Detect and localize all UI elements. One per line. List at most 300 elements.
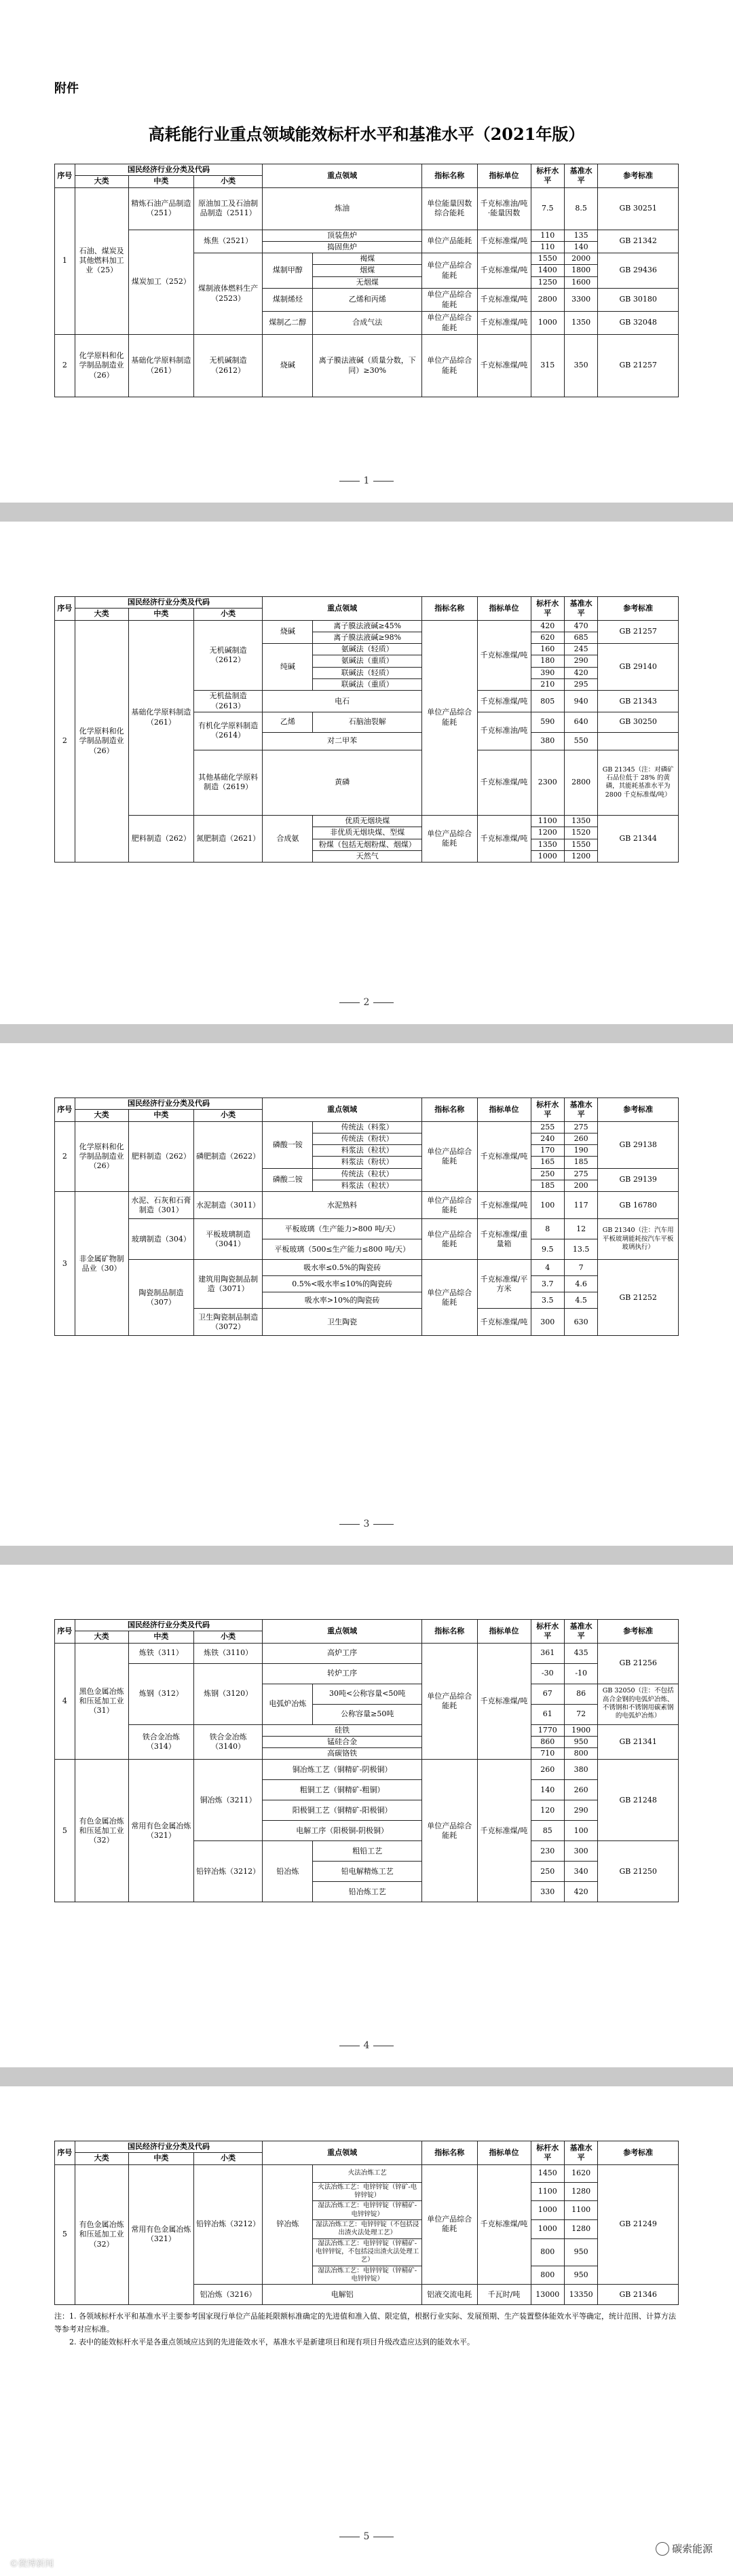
cell-baseline: 13350 — [564, 2285, 597, 2305]
cell-seq: 5 — [55, 1760, 75, 1902]
cell-benchmark: 160 — [531, 644, 564, 655]
header-reference: 参考标准 — [598, 1098, 679, 1122]
cell-baseline: 2800 — [564, 750, 597, 815]
header-indicator-name: 指标名称 — [422, 597, 478, 621]
header-baseline: 基准水平 — [564, 1620, 597, 1644]
note-1: 注：1. 各领域标杆水平和基准水平主要参考国家现行单位产品能耗限额标准确定的先进值和准入值、限定值，根据行业实际、发展预期、生产装置整体能效水平等确定，统计范围、计算方法等参考对应标准。 — [54, 2312, 676, 2334]
cell-unit: 千克标准煤/吨 — [477, 1121, 531, 1192]
cell-indicator: 单位产品综合能耗 — [422, 335, 478, 397]
cell-sub-field: 火法冶炼工艺 — [313, 2164, 422, 2182]
cell-baseline: 1620 — [564, 2164, 597, 2182]
cell-baseline: 1520 — [564, 827, 597, 839]
cell-reference: GB 21257 — [598, 620, 679, 644]
cell-baseline: 185 — [564, 1157, 597, 1168]
cell-sub-field: 料浆法（粒状） — [313, 1180, 422, 1192]
cell-seq: 2 — [55, 335, 75, 397]
energy-table-p1 — [54, 164, 679, 397]
cell-baseline: 550 — [564, 732, 597, 750]
header-key-field: 重点领域 — [263, 164, 422, 188]
cell-key-field: 铅冶炼 — [263, 1841, 313, 1902]
cell-baseline: 685 — [564, 632, 597, 643]
cell-key-field: 0.5%<吸水率≤10%的陶瓷砖 — [263, 1276, 422, 1292]
cell-reference: GB 21248 — [598, 1760, 679, 1841]
cell-baseline: 4.5 — [564, 1292, 597, 1309]
header-reference: 参考标准 — [598, 2141, 679, 2165]
cell-benchmark: 1770 — [531, 1724, 564, 1736]
cell-sub-field: 石脑油裂解 — [313, 712, 422, 732]
cell-unit: 千克标准煤/吨 — [477, 2164, 531, 2285]
cell-reference: GB 29139 — [598, 1168, 679, 1192]
cell-major: 有色金属冶炼和压延加工业（32） — [75, 1760, 128, 1902]
cell-benchmark: 260 — [531, 1760, 564, 1780]
cell-baseline: 340 — [564, 1862, 597, 1882]
cell-benchmark: 860 — [531, 1736, 564, 1747]
cell-unit: 千克标准煤/吨 — [477, 289, 531, 312]
cell-indicator: 单位产品综合能耗 — [422, 815, 478, 862]
page-number: 3 — [0, 1519, 733, 1529]
cell-indicator: 单位产品综合能耗 — [422, 1760, 478, 1902]
cell-benchmark: 1100 — [531, 815, 564, 827]
cell-key-field: 铜冶炼工艺（铜精矿-阴极铜） — [263, 1760, 422, 1780]
header-classification: 国民经济行业分类及代码 — [75, 1098, 263, 1110]
cell-minor: 水泥制造（3011） — [194, 1192, 263, 1219]
cell-baseline: 135 — [564, 230, 597, 241]
cell-benchmark: 390 — [531, 667, 564, 678]
cell-benchmark: 3.5 — [531, 1292, 564, 1309]
cell-minor: 其他基础化学原料制造（2619） — [194, 750, 263, 815]
cell-sub-field: 传统法（料浆） — [313, 1121, 422, 1133]
cell-key-field: 锰硅合金 — [263, 1736, 422, 1747]
cell-minor: 铅锌冶炼（3212） — [194, 1841, 263, 1902]
cell-sub-field: 天然气 — [313, 850, 422, 862]
cell-unit: 千克标准油/吨·能量因数 — [477, 187, 531, 230]
cell-key-field: 烧碱 — [263, 620, 313, 644]
cell-middle: 炼钢（312） — [128, 1663, 193, 1724]
cell-benchmark: 1000 — [531, 312, 564, 335]
cell-key-field: 磷酸二铵 — [263, 1168, 313, 1192]
cell-middle: 炼铁（311） — [128, 1643, 193, 1663]
cell-baseline: 630 — [564, 1309, 597, 1336]
header-indicator-unit: 指标单位 — [477, 1620, 531, 1644]
header-reference: 参考标准 — [598, 1620, 679, 1644]
cell-baseline: 1350 — [564, 312, 597, 335]
cell-sub-field: 联碱法（重质） — [313, 679, 422, 691]
cell-sub-field: 离子膜法液碱（质量分数，下同）≥30% — [313, 335, 422, 397]
header-minor: 小类 — [194, 2153, 263, 2164]
cell-unit: 千克标准煤/吨 — [477, 691, 531, 712]
cell-unit: 千克标准煤/吨 — [477, 312, 531, 335]
cell-key-field: 对二甲苯 — [263, 732, 422, 750]
cell-key-field: 硅铁 — [263, 1724, 422, 1736]
cell-indicator: 单位能量因数综合能耗 — [422, 187, 478, 230]
cell-benchmark: 250 — [531, 1862, 564, 1882]
cell-key-field: 吸水率≤0.5%的陶瓷砖 — [263, 1260, 422, 1276]
cell-benchmark: 315 — [531, 335, 564, 397]
header-reference: 参考标准 — [598, 597, 679, 621]
cell-reference: GB 21250 — [598, 1841, 679, 1902]
cell-minor: 铜冶炼（3211） — [194, 1760, 263, 1841]
header-indicator-name: 指标名称 — [422, 2141, 478, 2165]
header-major: 大类 — [75, 1631, 128, 1643]
cell-minor: 建筑用陶瓷制品制造（3071） — [194, 1260, 263, 1309]
header-indicator-unit: 指标单位 — [477, 2141, 531, 2165]
cell-baseline: 290 — [564, 1800, 597, 1821]
cell-sub-field: 粗铅工艺 — [313, 1841, 422, 1862]
cell-minor: 铅锌冶炼（3212） — [194, 2164, 263, 2285]
cell-sub-field: 优质无烟块煤 — [313, 815, 422, 827]
cell-benchmark: 13000 — [531, 2285, 564, 2305]
header-middle: 中类 — [128, 176, 193, 187]
header-classification: 国民经济行业分类及代码 — [75, 597, 263, 609]
header-minor: 小类 — [194, 176, 263, 187]
cell-baseline: 1900 — [564, 1724, 597, 1736]
cell-benchmark: 255 — [531, 1121, 564, 1133]
cell-minor: 铝冶炼（3216） — [194, 2285, 263, 2305]
cell-minor: 炼铁（3110） — [194, 1643, 263, 1663]
cell-benchmark: 1350 — [531, 839, 564, 850]
cell-baseline: 350 — [564, 335, 597, 397]
header-indicator-unit: 指标单位 — [477, 1098, 531, 1122]
page-number: 2 — [0, 997, 733, 1008]
cell-sub-field: 烟煤 — [313, 265, 422, 276]
cell-major: 化学原料和化学制品制造业（26） — [75, 1121, 128, 1192]
cell-baseline: 3300 — [564, 289, 597, 312]
cell-reference: GB 32050（注：不包括高合金钢的电弧炉冶炼、不锈钢和不锈钢用碳素钢的电弧炉冶炼） — [598, 1684, 679, 1724]
cell-benchmark: 250 — [531, 1168, 564, 1180]
cell-reference: GB 21249 — [598, 2164, 679, 2285]
page-number: 5 — [0, 2531, 733, 2542]
cell-baseline: 275 — [564, 1121, 597, 1133]
cell-key-field: 煤制烯烃 — [263, 289, 313, 312]
page-title: 高耗能行业重点领域能效标杆水平和基准水平（2021年版） — [148, 124, 585, 144]
header-indicator-name: 指标名称 — [422, 1620, 478, 1644]
cell-benchmark: 9.5 — [531, 1239, 564, 1260]
cell-baseline: 275 — [564, 1168, 597, 1180]
header-middle: 中类 — [128, 609, 193, 620]
page-number: 4 — [0, 2040, 733, 2051]
cell-benchmark: 420 — [531, 620, 564, 632]
cell-benchmark: 85 — [531, 1821, 564, 1841]
header-key-field: 重点领域 — [263, 2141, 422, 2165]
account-watermark: 碳索能源 — [656, 2541, 713, 2556]
cell-key-field: 黄磷 — [263, 750, 422, 815]
header-benchmark: 标杆水平 — [531, 164, 564, 188]
cell-reference: GB 21342 — [598, 230, 679, 253]
attachment-label: 附件 — [54, 81, 79, 96]
cell-major: 黑色金属冶炼和压延加工业（31） — [75, 1643, 128, 1760]
cell-minor: 无机碱制造（2612） — [194, 335, 263, 397]
cell-baseline: 295 — [564, 679, 597, 691]
header-minor: 小类 — [194, 609, 263, 620]
cell-minor: 铁合金冶炼（3140） — [194, 1724, 263, 1760]
cell-indicator: 单位产品综合能耗 — [422, 312, 478, 335]
cell-reference: GB 16780 — [598, 1192, 679, 1219]
header-benchmark: 标杆水平 — [531, 2141, 564, 2165]
cell-baseline: 950 — [564, 2266, 597, 2285]
cell-sub-field: 料浆法（粒状） — [313, 1145, 422, 1157]
cell-minor: 卫生陶瓷制品制造（3072） — [194, 1309, 263, 1336]
cell-sub-field: 铅电解精炼工艺 — [313, 1862, 422, 1882]
cell-middle: 精炼石油产品制造（251） — [128, 187, 193, 230]
cell-baseline: 950 — [564, 2238, 597, 2266]
cell-seq: 4 — [55, 1643, 75, 1760]
cell-baseline: 4.6 — [564, 1276, 597, 1292]
cell-minor: 煤制液体燃料生产（2523） — [194, 253, 263, 335]
cell-reference: GB 30250 — [598, 712, 679, 732]
cell-indicator: 单位产品综合能耗 — [422, 1121, 478, 1192]
cell-unit: 千克标准煤/吨 — [477, 1192, 531, 1219]
cell-benchmark: 180 — [531, 655, 564, 667]
header-key-field: 重点领域 — [263, 1098, 422, 1122]
cell-benchmark: 380 — [531, 732, 564, 750]
cell-benchmark: 590 — [531, 712, 564, 732]
cell-benchmark: 67 — [531, 1684, 564, 1704]
header-seq: 序号 — [55, 2141, 75, 2165]
header-baseline: 基准水平 — [564, 597, 597, 621]
cell-major: 有色金属冶炼和压延加工业（32） — [75, 2164, 128, 2305]
cell-baseline: 640 — [564, 712, 597, 732]
cell-key-field: 烧碱 — [263, 335, 313, 397]
cell-middle: 常用有色金属冶炼（321） — [128, 1760, 193, 1902]
cell-baseline: 260 — [564, 1133, 597, 1144]
cell-benchmark: 1400 — [531, 265, 564, 276]
page-4 — [0, 1565, 733, 2067]
cell-benchmark: 1000 — [531, 850, 564, 862]
cell-baseline: 1200 — [564, 850, 597, 862]
cell-middle: 陶瓷制品制造（307） — [128, 1260, 193, 1336]
cell-baseline: 940 — [564, 691, 597, 712]
cell-benchmark: 185 — [531, 1180, 564, 1192]
cell-baseline: 8.5 — [564, 187, 597, 230]
weibo-watermark: ©微博新闻 — [10, 2559, 54, 2569]
cell-benchmark: 1200 — [531, 827, 564, 839]
cell-benchmark: 210 — [531, 679, 564, 691]
cell-middle: 水泥、石灰和石膏制造（301） — [128, 1192, 193, 1219]
cell-sub-field: 湿法冶炼工艺：电锌锌锭（锌精矿-电锌锌锭，不包括浸出渣火法处理工艺） — [313, 2238, 422, 2266]
cell-baseline: 1100 — [564, 2201, 597, 2220]
cell-baseline: 470 — [564, 620, 597, 632]
cell-key-field: 磷酸一铵 — [263, 1121, 313, 1168]
cell-benchmark: 120 — [531, 1800, 564, 1821]
cell-major: 化学原料和化学制品制造业（26） — [75, 620, 128, 863]
cell-benchmark: 361 — [531, 1643, 564, 1663]
cell-benchmark: 1550 — [531, 253, 564, 265]
header-middle: 中类 — [128, 1631, 193, 1643]
cell-key-field: 卫生陶瓷 — [263, 1309, 422, 1336]
cell-baseline: 7 — [564, 1260, 597, 1276]
cell-middle: 肥料制造（262） — [128, 815, 193, 862]
cell-reference: GB 21341 — [598, 1724, 679, 1760]
cell-benchmark: 230 — [531, 1841, 564, 1862]
cell-reference: GB 30180 — [598, 289, 679, 312]
cell-unit: 千克标准煤/吨 — [477, 815, 531, 862]
cell-benchmark: 2300 — [531, 750, 564, 815]
cell-key-field: 平板玻璃（500≤生产能力≤800 吨/天） — [263, 1239, 422, 1260]
cell-major: 石油、煤炭及其他燃料加工业（25） — [75, 187, 128, 334]
cell-benchmark: 1000 — [531, 2219, 564, 2238]
cell-baseline: 380 — [564, 1760, 597, 1780]
cell-sub-field: 合成气法 — [313, 312, 422, 335]
cell-minor: 磷肥制造（2622） — [194, 1121, 263, 1192]
cell-benchmark: 7.5 — [531, 187, 564, 230]
cell-indicator: 单位产品综合能耗 — [422, 2164, 478, 2285]
cell-minor: 无机碱制造（2612） — [194, 620, 263, 691]
cell-reference: GB 21344 — [598, 815, 679, 862]
cell-key-field: 水泥熟料 — [263, 1192, 422, 1219]
cell-key-field: 粗铜工艺（铜精矿-粗铜） — [263, 1780, 422, 1800]
cell-sub-field: 料浆法（粉状） — [313, 1157, 422, 1168]
cell-reference: GB 29138 — [598, 1121, 679, 1168]
cell-reference: GB 21256 — [598, 1643, 679, 1684]
cell-key-field: 纯碱 — [263, 644, 313, 691]
cell-middle: 常用有色金属冶炼（321） — [128, 2164, 193, 2305]
cell-minor: 炼钢（3120） — [194, 1663, 263, 1724]
cell-benchmark: 3.7 — [531, 1276, 564, 1292]
cell-baseline: 13.5 — [564, 1239, 597, 1260]
header-indicator-name: 指标名称 — [422, 1098, 478, 1122]
cell-baseline: 1280 — [564, 2219, 597, 2238]
cell-sub-field: 褐煤 — [313, 253, 422, 265]
header-minor: 小类 — [194, 1631, 263, 1643]
cell-benchmark: 4 — [531, 1260, 564, 1276]
cell-baseline: 800 — [564, 1748, 597, 1760]
cell-seq: 3 — [55, 1192, 75, 1336]
cell-unit: 千克标准煤/吨 — [477, 335, 531, 397]
cell-unit: 千克标准油/吨 — [477, 712, 531, 750]
cell-sub-field: 非优质无烟块煤、型煤 — [313, 827, 422, 839]
cell-unit: 千克标准煤/重量箱 — [477, 1219, 531, 1260]
cell-sub-field: 乙烯和丙烯 — [313, 289, 422, 312]
cell-baseline: 1550 — [564, 839, 597, 850]
cell-benchmark: 110 — [531, 241, 564, 253]
cell-baseline: 72 — [564, 1704, 597, 1724]
cell-benchmark: 100 — [531, 1192, 564, 1219]
header-key-field: 重点领域 — [263, 597, 422, 621]
header-classification: 国民经济行业分类及代码 — [75, 164, 263, 176]
cell-key-field: 煤制乙二醇 — [263, 312, 313, 335]
header-indicator-unit: 指标单位 — [477, 164, 531, 188]
energy-table-p5 — [54, 2141, 679, 2305]
cell-baseline: -10 — [564, 1663, 597, 1684]
cell-sub-field: 粉煤（包括无烟粉煤、烟煤） — [313, 839, 422, 850]
cell-unit: 千克标准煤/平方米 — [477, 1260, 531, 1309]
cell-sub-field: 传统法（粒状） — [313, 1168, 422, 1180]
cell-benchmark: 1250 — [531, 276, 564, 288]
cell-key-field: 锌冶炼 — [263, 2164, 313, 2285]
cell-baseline: 420 — [564, 667, 597, 678]
energy-table-p2 — [54, 596, 679, 863]
cell-middle: 煤炭加工（252） — [128, 230, 193, 334]
cell-sub-field: 30吨<公称容量<50吨 — [313, 1684, 422, 1704]
cell-indicator: 单位产品综合能耗 — [422, 253, 478, 289]
cell-benchmark: 240 — [531, 1133, 564, 1144]
cell-benchmark: 800 — [531, 2266, 564, 2285]
cell-key-field: 高炉工序 — [263, 1643, 422, 1663]
cell-indicator: 单位产品综合能耗 — [422, 1260, 478, 1336]
cell-key-field: 炼油 — [263, 187, 422, 230]
cell-sub-field: 传统法（粉状） — [313, 1133, 422, 1144]
cell-reference: GB 21346 — [598, 2285, 679, 2305]
cell-baseline: 300 — [564, 1841, 597, 1862]
cell-middle: 基础化学原料制造（261） — [128, 620, 193, 815]
cell-key-field: 电解工序（阳极铜-阴极铜） — [263, 1821, 422, 1841]
cell-sub-field: 湿法冶炼工艺：电锌锌锭（不包括浸出渣火法处理工艺） — [313, 2219, 422, 2238]
cell-sub-field: 氨碱法（重质） — [313, 655, 422, 667]
cell-indicator: 单位产品综合能耗 — [422, 620, 478, 815]
cell-unit: 千克标准煤/吨 — [477, 230, 531, 253]
cell-indicator: 单位产品综合能耗 — [422, 289, 478, 312]
cell-middle: 铁合金冶炼（314） — [128, 1724, 193, 1760]
page-3 — [0, 1043, 733, 1546]
cell-minor: 炼焦（2521） — [194, 230, 263, 253]
cell-baseline: 140 — [564, 241, 597, 253]
cell-major: 化学原料和化学制品制造业（26） — [75, 335, 128, 397]
header-major: 大类 — [75, 1110, 128, 1121]
cell-reference: GB 21340（注：汽车用平板玻璃能耗按汽车平板玻璃执行） — [598, 1219, 679, 1260]
cell-benchmark: 710 — [531, 1748, 564, 1760]
table-notes — [54, 2310, 679, 2348]
cell-key-field: 阳极铜工艺（铜精矿-阳极铜） — [263, 1800, 422, 1821]
cell-reference: GB 29140 — [598, 644, 679, 691]
cell-baseline: 1600 — [564, 276, 597, 288]
cell-minor: 有机化学原料制造（2614） — [194, 712, 263, 750]
header-indicator-name: 指标名称 — [422, 164, 478, 188]
cell-minor: 氮肥制造（2621） — [194, 815, 263, 862]
cell-reference: GB 21345（注：对磷矿石品位低于 28% 的黄磷，其能耗基准水平为 2800 千克标准煤/吨） — [598, 750, 679, 815]
header-baseline: 基准水平 — [564, 2141, 597, 2165]
cell-unit: 千克标准煤/吨 — [477, 1760, 531, 1902]
header-key-field: 重点领域 — [263, 1620, 422, 1644]
energy-table-p3 — [54, 1097, 679, 1336]
cell-key-field: 转炉工序 — [263, 1663, 422, 1684]
cell-unit: 千克标准煤/吨 — [477, 750, 531, 815]
cell-baseline: 435 — [564, 1643, 597, 1663]
cell-key-field: 电石 — [263, 691, 422, 712]
cell-key-field: 高碳铬铁 — [263, 1748, 422, 1760]
cell-middle: 玻璃制造（304） — [128, 1219, 193, 1260]
page-1 — [0, 0, 733, 503]
cell-benchmark: 620 — [531, 632, 564, 643]
cell-minor: 平板玻璃制造（3041） — [194, 1219, 263, 1260]
cell-baseline: 1800 — [564, 265, 597, 276]
cell-reference: GB 30251 — [598, 187, 679, 230]
cell-seq: 2 — [55, 620, 75, 863]
page-2 — [0, 522, 733, 1024]
cell-key-field: 吸水率>10%的陶瓷砖 — [263, 1292, 422, 1309]
header-seq: 序号 — [55, 1098, 75, 1122]
cell-benchmark: 140 — [531, 1780, 564, 1800]
cell-unit: 千克标准煤/吨 — [477, 253, 531, 289]
cell-reference: GB 21257 — [598, 335, 679, 397]
cell-seq: 2 — [55, 1121, 75, 1192]
cell-indicator: 单位产品综合能耗 — [422, 1219, 478, 1260]
cell-reference: GB 32048 — [598, 312, 679, 335]
cell-sub-field: 公称容量≥50吨 — [313, 1704, 422, 1724]
cell-benchmark: 170 — [531, 1145, 564, 1157]
header-benchmark: 标杆水平 — [531, 1620, 564, 1644]
header-benchmark: 标杆水平 — [531, 1098, 564, 1122]
cell-unit: 千克标准煤/吨 — [477, 1309, 531, 1336]
cell-baseline: 245 — [564, 644, 597, 655]
cell-middle: 基础化学原料制造（261） — [128, 335, 193, 397]
cell-baseline: 117 — [564, 1192, 597, 1219]
cell-benchmark: 8 — [531, 1219, 564, 1239]
cell-indicator: 单位产品综合能耗 — [422, 1643, 478, 1760]
header-classification: 国民经济行业分类及代码 — [75, 2141, 263, 2153]
header-baseline: 基准水平 — [564, 1098, 597, 1122]
cell-benchmark: 165 — [531, 1157, 564, 1168]
page-5 — [0, 2086, 733, 2576]
